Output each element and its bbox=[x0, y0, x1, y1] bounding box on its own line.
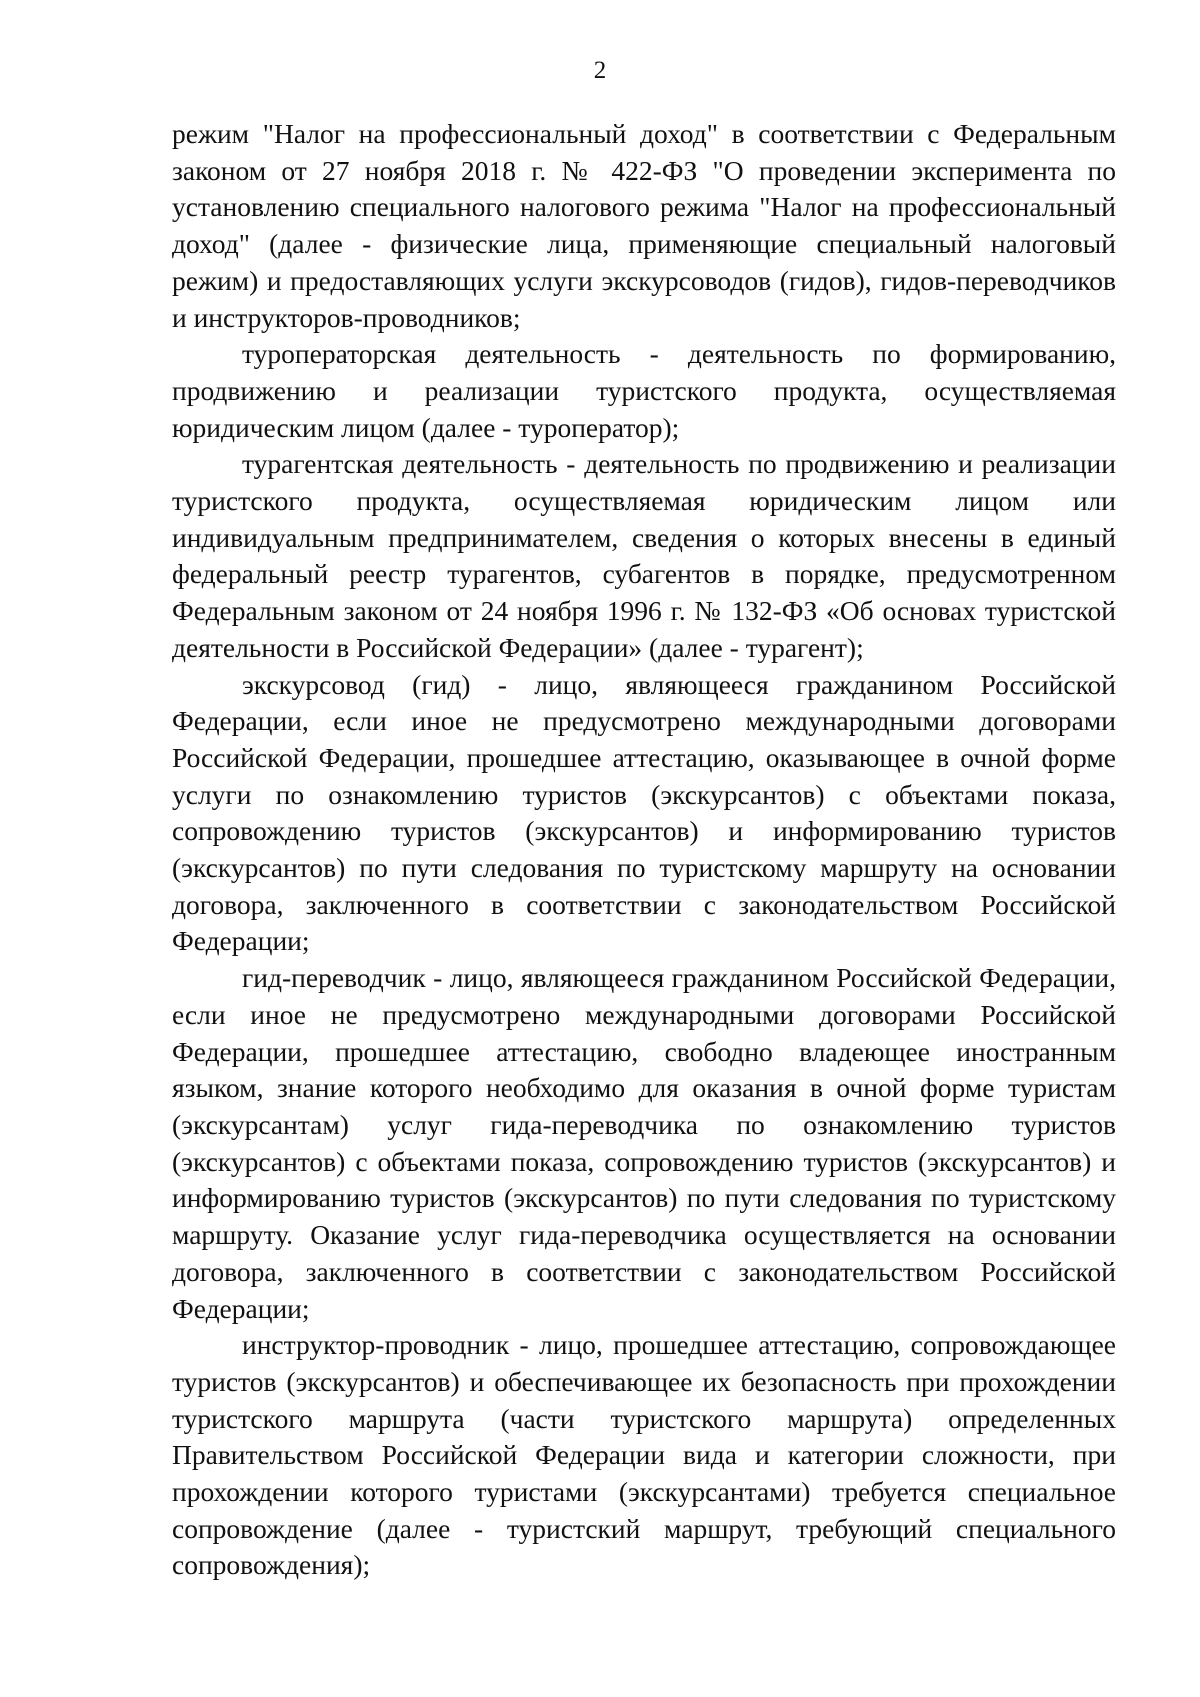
paragraph-instructor-guide-definition: инструктор-проводник - лицо, прошедшее аттестацию, сопровождающее туристов (экскурсантов) и обеспечивающее их безопасность при прохождении туристского маршрута (части туристского маршрута) определенных Правительством Российской Федерации вида и категории сложности, при прохождении которого туристами (экскурсантами) требуется специальное сопровождение (далее - туристский маршрут, требующий специального сопровождения); bbox=[172, 1329, 1116, 1581]
document-body bbox=[172, 116, 1116, 1584]
paragraph-tour-operator-definition: туроператорская деятельность - деятельность по формированию, продвижению и реализации туристского продукта, осуществляемая юридическим лицом (далее - туроператор); bbox=[172, 338, 1116, 443]
paragraph-guide-interpreter-definition: гид-переводчик - лицо, являющееся гражданином Российской Федерации, если иное не предусмотрено международными договорами Российской Федерации, прошедшее аттестацию, свободно владеющее иностранным языком, знание которого необходимо для оказания в очной форме туристам (экскурсантам) услуг гида-переводчика по ознакомлению туристов (экскурсантов) с объектами показа, сопровождению туристов (экскурсантов) и информированию туристов (экскурсантов) по пути следования по туристскому маршруту. Оказание услуг гида-переводчика осуществляется на основании договора, заключенного в соответствии с законодательством Российской Федерации; bbox=[172, 962, 1116, 1324]
paragraph-travel-agent-definition: турагентская деятельность - деятельность по продвижению и реализации туристского продукта, осуществляемая юридическим лицом или индивидуальным предпринимателем, сведения о которых внесены в единый федеральный реестр турагентов, субагентов в порядке, предусмотренном Федеральным законом от 24 ноября 1996 г. № 132-ФЗ «Об основах туристской деятельности в Российской Федерации» (далее - турагент); bbox=[172, 448, 1116, 663]
paragraph-continuation: режим "Налог на профессиональный доход" в соответствии с Федеральным законом от 27 ноября 2018 г. № 422-ФЗ "О проведении эксперимента по установлению специального налогового режима "Налог на профессиональный доход" (далее - физические лица, применяющие специальный налоговый режим) и предоставляющих услуги экскурсоводов (гидов), гидов-переводчиков и инструкторов-проводников; bbox=[172, 118, 1116, 333]
page-number: 2 bbox=[593, 57, 607, 84]
paragraph-guide-definition: экскурсовод (гид) - лицо, являющееся гражданином Российской Федерации, если иное не предусмотрено международными договорами Российской Федерации, прошедшее аттестацию, оказывающее в очной форме услуги по ознакомлению туристов (экскурсантов) с объектами показа, сопровождению туристов (экскурсантов) и информированию туристов (экскурсантов) по пути следования по туристскому маршруту на основании договора, заключенного в соответствии с законодательством Российской Федерации; bbox=[172, 668, 1116, 957]
